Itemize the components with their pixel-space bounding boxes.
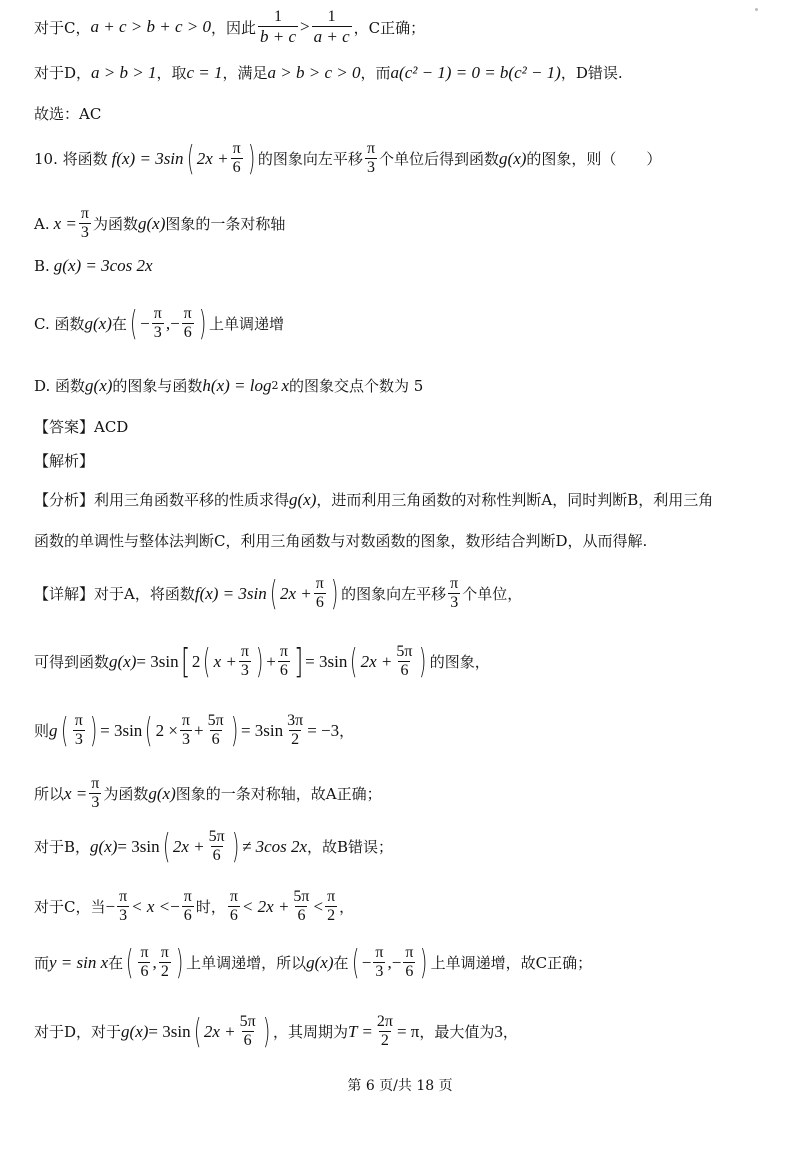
fraction: $\frac{1}{b + c}$ [259, 8, 297, 47]
option-a: A. x = $\frac{\pi}{3}$ 为函数 g(x) 图象的一条对称轴 [34, 205, 286, 242]
math-expr: a(c² − 1) = 0 = b(c² − 1) [390, 62, 561, 82]
fenxi-line-2: 函数的单调性与整体法判断C，利用三角函数与对数函数的图象，数形结合判断D，从而得解. [34, 532, 648, 550]
detail-line-8: 对于D，对于 g(x) = 3sin ( 2x + $\frac{5\pi}{6}$ ) ，其周期为 T = $\frac{2\pi}{2}$ = π ，最大值为 3 ， [34, 1011, 518, 1052]
math-expr: c = 1 [186, 62, 223, 82]
line-c-correct [34, 8, 425, 47]
option-b: B. g(x) = 3cos 2x [34, 256, 153, 275]
fraction: $\frac{1}{a + c}$ [313, 8, 350, 47]
text: ，因此 [210, 18, 256, 37]
fenxi-line-1: 【分析】利用三角函数平移的性质求得 g(x) ，进而利用三角函数的对称性判断A，同时判断B，利用三角 [34, 489, 714, 509]
detail-line-6: 对于C，当 − $\frac{\pi}{3}$ < x < − $\frac{\pi}{6}$ 时， $\frac{\pi}{6}$ < 2x + $\frac{5\pi}{6}$ < $\frac{\pi}{2}$ ， [34, 888, 355, 925]
math-expr: a + c > b + c > 0 [90, 17, 211, 37]
option-c: C. 函数 g(x) 在 ( − $\frac{\pi}{3}$ ,− $\frac{\pi}{6}$ ) 上单调递增 [34, 303, 285, 344]
scan-dot [755, 8, 758, 11]
math-expr: a > b > c > 0 [267, 62, 361, 82]
detail-line-5: 对于B， g(x) = 3sin ( 2x + $\frac{5\pi}{6}$ ) ≠ 3cos 2x ，故B错误； [34, 826, 394, 867]
detail-line-2: 可得到函数 g(x) = 3sin [ 2 ( x + $\frac{\pi}{3}$ ) + $\frac{\pi}{6}$ ] = 3sin ( 2x + $\frac{5\pi}{6}$ ) 的图象， [34, 641, 490, 682]
choose-line: 故选：AC [34, 105, 102, 123]
option-d: D. 函数 g(x) 的图象与函数 h(x) = log 2 x 的图象交点个数为 5 [34, 375, 424, 395]
page-footer: 第 6 页/共 18 页 [347, 1078, 453, 1094]
analysis-title: 【解析】 [34, 452, 95, 470]
detail-line-7: 而 y = sin x 在 ( $\frac{\pi}{6}$ , $\frac{\pi}{2}$ ) 上单调递增，所以 g(x) 在 ( − $\frac{\pi}{3}$ ,− $\frac{\pi}{6}$ ) 上单调递增，故C正确； [34, 942, 593, 983]
answer-line: 【答案】ACD [34, 418, 129, 436]
detail-line-3: 则 g ( $\frac{\pi}{3}$ ) = 3sin ( 2 × $\frac{\pi}{3}$ + $\frac{5\pi}{6}$ ) = 3sin $\frac{3\pi}{2}$ = −3 ， [34, 710, 355, 751]
question-10: 10. 将函数 f(x) = 3sin ( 2x + $\frac{\pi}{6}$ ) 的图象向左平移 $\frac{\pi}{3}$ 个单位后得到函数 g(x) 的图象，则（ ） [34, 138, 662, 179]
math-op: > [300, 17, 310, 37]
text: 对于C， [34, 18, 91, 37]
detail-line-1: 【详解】对于A，将函数 f(x) = 3sin ( 2x + $\frac{\pi}{6}$ ) 的图象向左平移 $\frac{\pi}{3}$ 个单位， [34, 573, 523, 614]
math-expr: a > b > 1 [91, 62, 157, 82]
detail-line-4: 所以 x = $\frac{\pi}{3}$ 为函数 g(x) 图象的一条对称轴，故A正确； [34, 775, 382, 812]
line-d-wrong: 对于D， a > b > 1 ，取 c = 1 ，满足 a > b > c > 0 ，而 a(c² − 1) = 0 = b(c² − 1) ，D错误. [34, 62, 623, 82]
text: ，C正确； [353, 18, 426, 37]
